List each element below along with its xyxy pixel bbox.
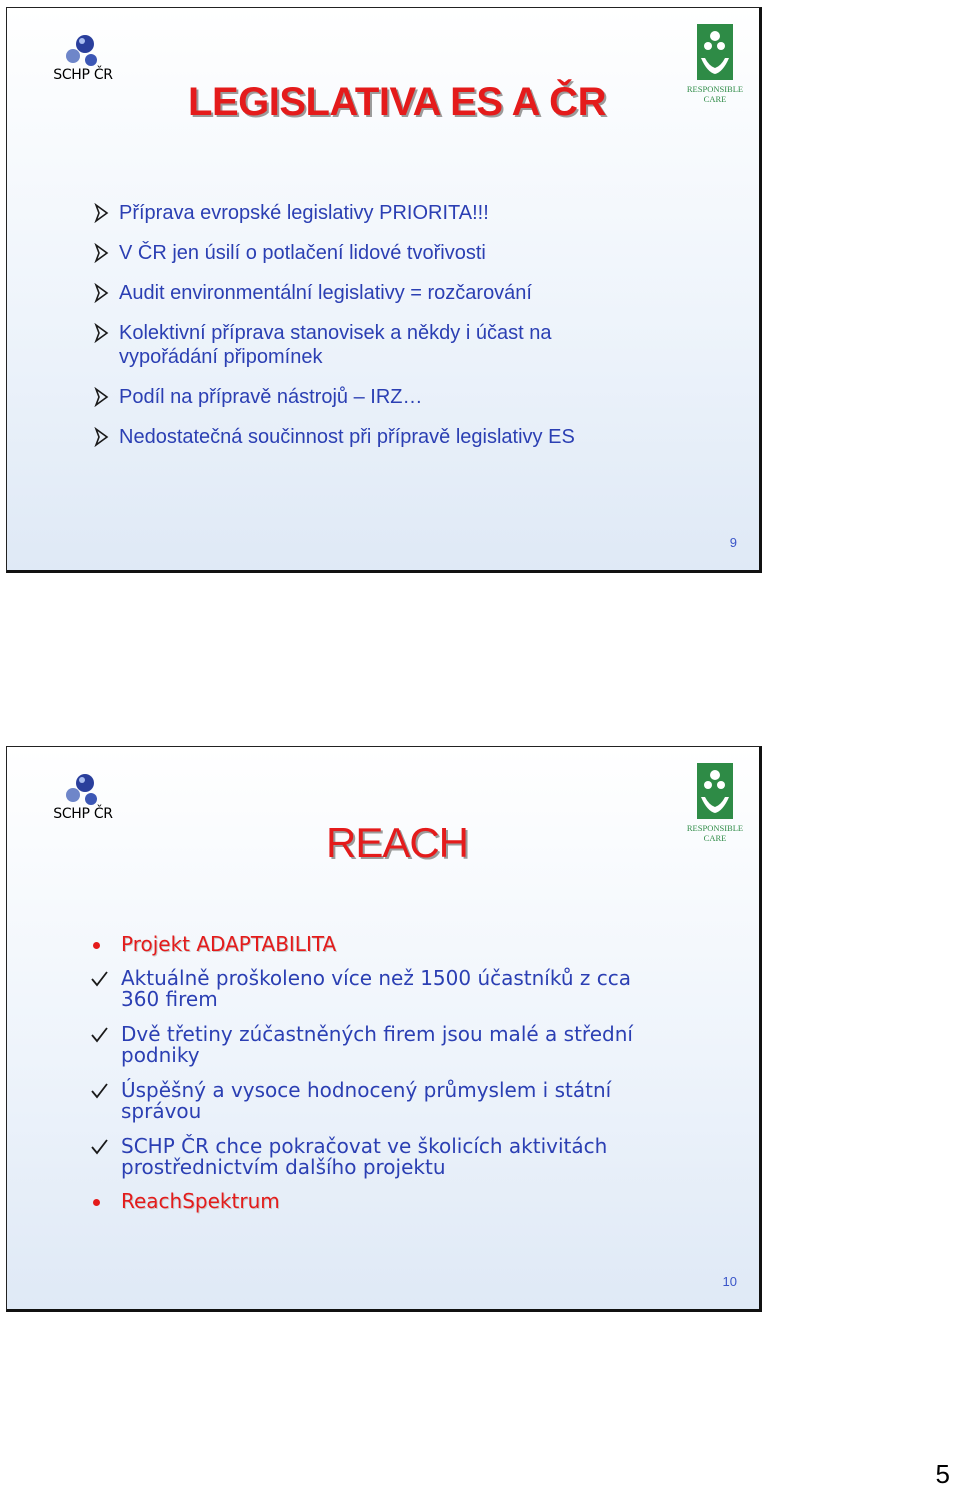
arrow-bullet-icon (91, 283, 111, 303)
list-item: Dvě třetiny zúčastněných firem jsou malé a střední podniky (89, 1024, 689, 1066)
checkmark-icon (89, 970, 109, 988)
list-item: Podíl na přípravě nástrojů – IRZ… (87, 385, 727, 409)
slide-title: REACH (325, 819, 469, 866)
arrow-bullet-icon (91, 387, 111, 407)
responsible-care-hands-icon (697, 763, 733, 819)
schp-logo-text: SCHP ČR (53, 806, 113, 822)
bullet-dot-icon (93, 1199, 100, 1206)
bullet-list (87, 201, 727, 449)
molecule-icon (61, 34, 105, 70)
slide-reach (6, 746, 762, 1312)
schp-logo-text: SCHP ČR (53, 67, 113, 83)
slide-title: LEGISLATIVA ES A ČR (188, 80, 606, 124)
list-item: Příprava evropské legislativy PRIORITA!!! (87, 201, 727, 225)
checkmark-icon (89, 1082, 109, 1100)
bullet-dot-icon (93, 942, 100, 949)
arrow-bullet-icon (91, 203, 111, 223)
list-item: ReachSpektrum (89, 1191, 689, 1212)
list-item: Nedostatečná součinnost při přípravě legislativy ES (87, 425, 727, 449)
page-number: 5 (935, 1459, 950, 1489)
slide-legislativa (6, 7, 762, 573)
responsible-care-hands-icon (697, 24, 733, 80)
responsible-care-text: RESPONSIBLE CARE (686, 823, 744, 843)
slide-body (89, 934, 689, 1212)
list-item: SCHP ČR chce pokračovat ve školicích aktivitách prostřednictvím dalšího projektu (89, 1136, 689, 1178)
checkmark-icon (89, 1138, 109, 1156)
responsible-care-text: RESPONSIBLE CARE (686, 84, 744, 104)
arrow-bullet-icon (91, 243, 111, 263)
list-item: Úspěšný a vysoce hodnocený průmyslem i státní správou (89, 1080, 689, 1122)
list-item: Projekt ADAPTABILITA (89, 934, 689, 955)
arrow-bullet-icon (91, 427, 111, 447)
list-item: Kolektivní příprava stanovisek a někdy i účast na vypořádání připomínek (87, 321, 727, 369)
slide-number: 9 (729, 535, 737, 550)
arrow-bullet-icon (91, 323, 111, 343)
slide-number: 10 (722, 1274, 737, 1289)
list-item: Aktuálně proškoleno více než 1500 účastníků z cca 360 firem (89, 968, 689, 1010)
list-item: Audit environmentální legislativy = rozčarování (87, 281, 727, 305)
list-item: V ČR jen úsilí o potlačení lidové tvořivosti (87, 241, 727, 265)
molecule-icon (61, 773, 105, 809)
checkmark-icon (89, 1026, 109, 1044)
